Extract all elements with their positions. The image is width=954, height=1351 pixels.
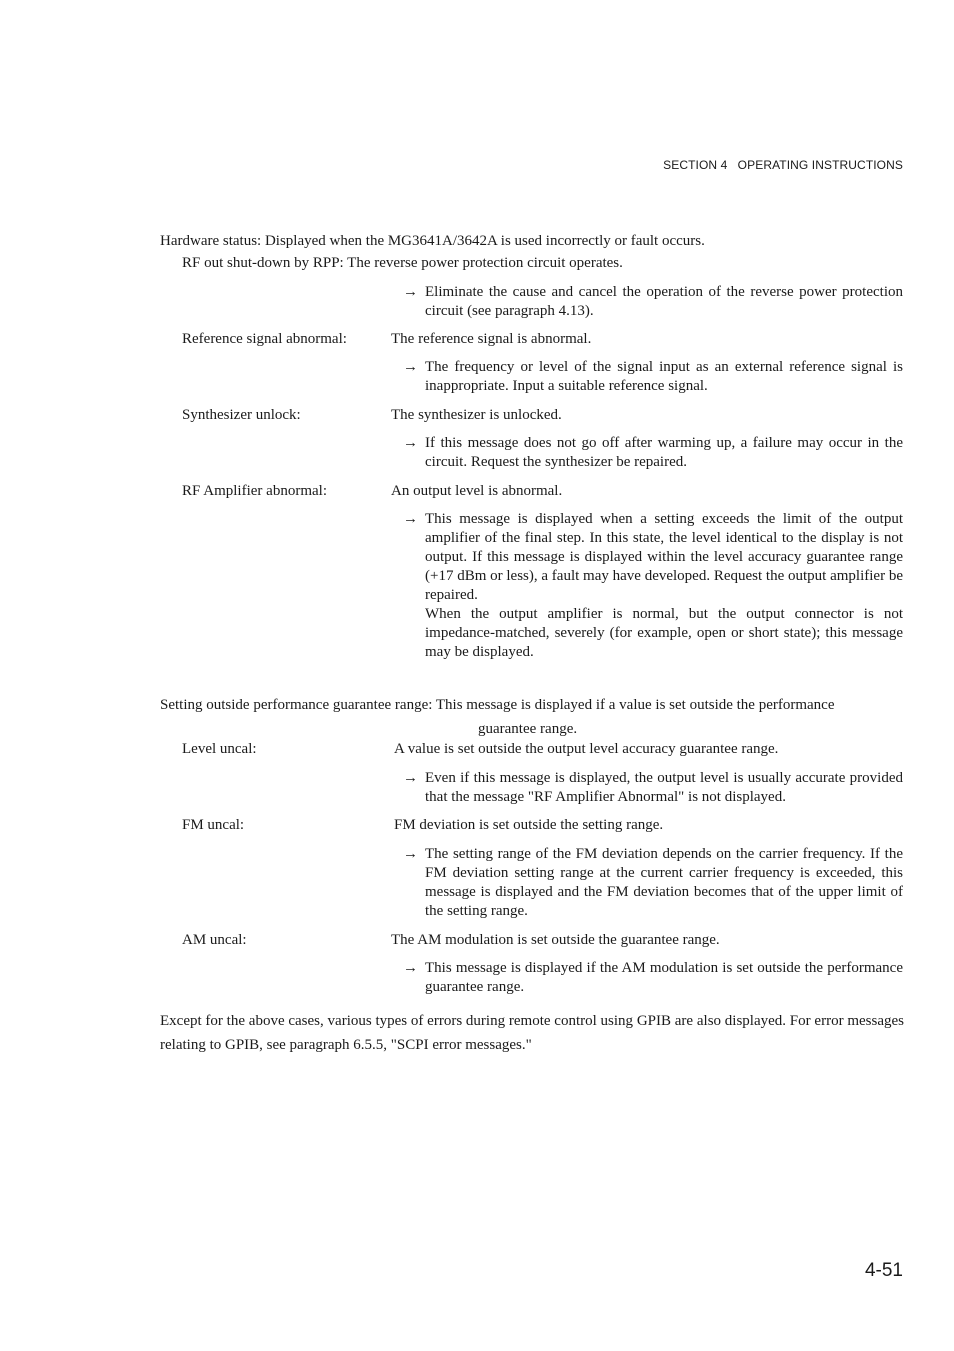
synthesizer-unlock-note-text: If this message does not go off after warming up, a failure may occur in the circuit. Request the synthesizer be repaired. xyxy=(425,435,903,470)
rf-amplifier-note xyxy=(403,510,903,662)
section-title: OPERATING INSTRUCTIONS xyxy=(737,158,903,172)
fm-uncal-note xyxy=(403,845,903,921)
rf-amplifier-note-text-2: When the output amplifier is normal, but the output connector is not impedance-matched, severely (for example, open or short state); this message may be displayed. xyxy=(425,606,903,660)
guarantee-intro: Setting outside performance guarantee range: This message is displayed if a value is set outside the performance xyxy=(160,697,835,713)
synthesizer-unlock-desc: The synthesizer is unlocked. xyxy=(391,407,562,423)
reference-signal-label: Reference signal abnormal: xyxy=(182,331,347,347)
level-uncal-note xyxy=(403,769,903,807)
synthesizer-unlock-note xyxy=(403,434,903,472)
guarantee-intro-cont: guarantee range. xyxy=(478,721,578,737)
section-number: SECTION 4 xyxy=(663,158,728,172)
fm-uncal-desc: FM deviation is set outside the setting range. xyxy=(394,817,664,833)
rf-out-shutdown-line: RF out shut-down by RPP: The reverse power protection circuit operates. xyxy=(182,255,623,271)
rf-amplifier-label: RF Amplifier abnormal: xyxy=(182,483,327,499)
arrow-icon: → xyxy=(403,359,418,375)
synthesizer-unlock-label: Synthesizer unlock: xyxy=(182,407,301,423)
arrow-icon: → xyxy=(403,846,418,862)
page-number: 4-51 xyxy=(864,1260,903,1281)
arrow-icon: → xyxy=(403,511,418,527)
am-uncal-desc: The AM modulation is set outside the guarantee range. xyxy=(391,932,720,948)
rf-out-shutdown-note-text: Eliminate the cause and cancel the operation of the reverse power protection circuit (see paragraph 4.13). xyxy=(425,284,903,319)
arrow-icon: → xyxy=(403,770,418,786)
closing-paragraph: Except for the above cases, various types of errors during remote control using GPIB are also displayed. For error messages relating to GPIB, see paragraph 6.5.5, "SCPI error messages." xyxy=(160,1013,904,1053)
rf-out-shutdown-note xyxy=(403,283,903,321)
rf-amplifier-note-text-1: This message is displayed when a setting exceeds the limit of the output amplifier of the final step. In this state, the level identical to the display is not output. If this message is displayed within the level accuracy guarantee range (+17 dBm or less), a fault may have developed. Request the output amplifier be repaired. xyxy=(425,511,903,603)
level-uncal-note-text: Even if this message is displayed, the output level is usually accurate provided that the message "RF Amplifier Abnormal" is not displayed. xyxy=(425,770,903,805)
am-uncal-note xyxy=(403,959,903,997)
reference-signal-note-text: The frequency or level of the signal input as an external reference signal is inappropriate. Input a suitable reference signal. xyxy=(425,359,903,394)
arrow-icon: → xyxy=(403,284,418,300)
reference-signal-note xyxy=(403,358,903,396)
am-uncal-note-text: This message is displayed if the AM modulation is set outside the performance guarantee range. xyxy=(425,960,903,995)
level-uncal-desc: A value is set outside the output level accuracy guarantee range. xyxy=(394,741,779,757)
reference-signal-desc: The reference signal is abnormal. xyxy=(391,331,592,347)
arrow-icon: → xyxy=(403,960,418,976)
am-uncal-label: AM uncal: xyxy=(182,932,247,948)
level-uncal-label: Level uncal: xyxy=(182,741,257,757)
rf-amplifier-desc: An output level is abnormal. xyxy=(391,483,563,499)
hardware-status-intro: Hardware status: Displayed when the MG3641A/3642A is used incorrectly or fault occurs. xyxy=(160,233,705,249)
fm-uncal-label: FM uncal: xyxy=(182,817,245,833)
arrow-icon: → xyxy=(403,435,418,451)
fm-uncal-note-text: The setting range of the FM deviation depends on the carrier frequency. If the FM deviation setting range at the current carrier frequency is exceeded, this message is displayed and the FM deviation becomes that of the upper limit of the setting range. xyxy=(425,846,903,919)
running-header xyxy=(663,158,903,172)
